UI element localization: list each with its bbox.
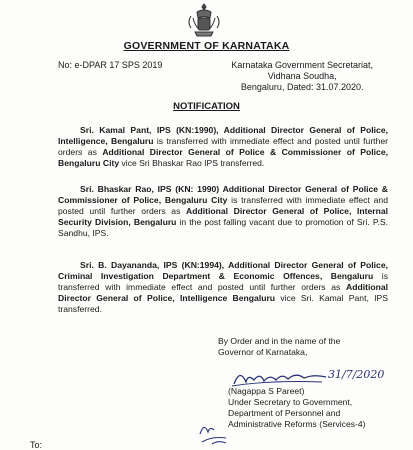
issuing-address [231,60,373,93]
vice-text: vice Sri. Kamal Pant, IPS transferred. [58,293,388,314]
new-post: Additional Director General of Police & Commissioner of Police, Bengaluru City [58,147,388,168]
transfer-text: is transferred with immediate effect and posted until further orders as [58,136,388,157]
vice-text: vice Sri Bhaskar Rao IPS transferred. [119,158,265,168]
address-line: Karnataka Government Secretariat, [231,60,373,70]
transfer-text: is transferred with immediate effect and posted until further orders as [58,195,388,216]
officer-details: Sri. B. Dayananda, IPS (KN:1994), Additional Director General of Police, Criminal Investigation Department & Economic Offences, Bengaluru [58,260,388,281]
signatory-block [228,386,366,430]
order-closing [218,336,340,358]
transfer-paragraph-2 [58,184,388,239]
closing-line: Governor of Karnataka, [218,347,308,357]
address-date-line: Bengaluru, Dated: 31.07.2020. [240,82,364,92]
notification-title: NOTIFICATION [173,101,240,112]
officer-details: Sri. Kamal Pant, IPS (KN:1990), Additional Director General of Police, Intelligence, Bengaluru [58,125,388,146]
officer-details: Sri. Bhaskar Rao, IPS (KN: 1990) Additional Director General of Police & Commissioner of Police, Bengaluru City [58,184,388,205]
signature-date: 31/7/2020 [328,368,385,381]
reference-number: No: e-DPAR 17 SPS 2019 [58,60,163,70]
signatory-department: Administrative Reforms (Services-4) [228,419,366,429]
new-post: Additional Director General of Police, Intelligence Bengaluru [58,282,388,303]
transfer-paragraph-3 [58,260,388,315]
signatory-designation: Under Secretary to Government, [228,397,353,407]
closing-line: By Order and in the name of the [218,336,341,346]
government-title: GOVERNMENT OF KARNATAKA [123,40,290,52]
to-label: To: [30,440,43,450]
handwritten-initials-icon [196,416,232,448]
address-line: Vidhana Soudha, [267,71,337,81]
transfer-text: is transferred with immediate effect and posted until further orders as [58,271,389,292]
signatory-department: Department of Personnel and [228,408,341,418]
vice-text: in the post falling vacant due to promotion of Sri. P.S. Sandhu, IPS. [58,217,389,238]
transfer-paragraph-1 [58,125,388,169]
new-post: Additional Director General of Police, Internal Security Division, Bengaluru [58,206,388,227]
state-emblem-icon [183,2,225,38]
signatory-name: (Nagappa S Pareet) [228,386,305,396]
